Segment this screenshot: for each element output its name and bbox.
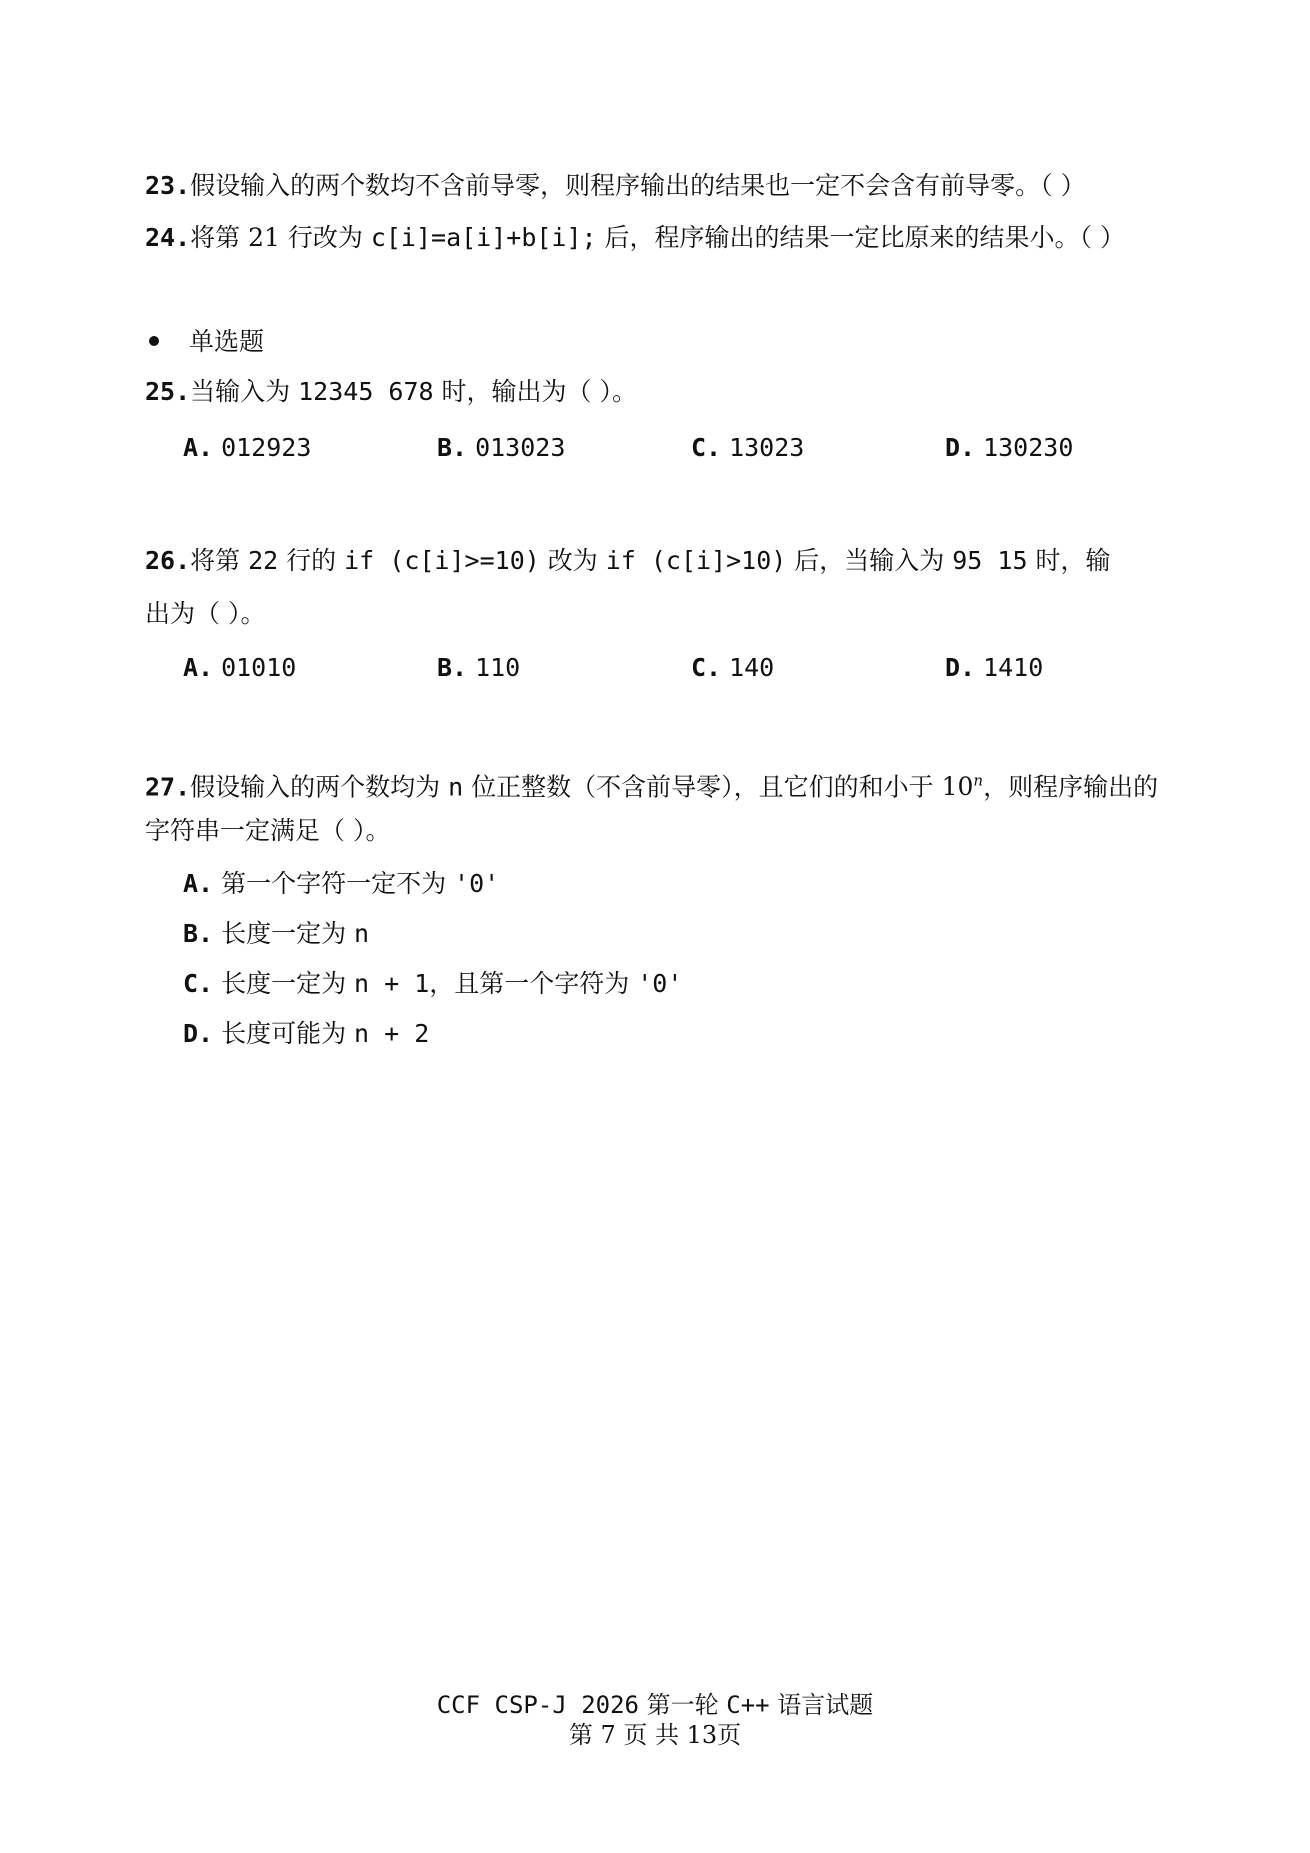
- option-letter: C.: [691, 653, 722, 682]
- footer-title: [0, 1690, 1310, 1720]
- question-number: 25.: [145, 377, 191, 406]
- footer-subject: 语言试题: [769, 1691, 874, 1719]
- footer-language: C++: [726, 1691, 770, 1719]
- bullet-icon: [149, 336, 159, 346]
- question-text: 后，当输入为: [786, 546, 953, 575]
- question-text: 改为: [539, 546, 606, 575]
- option-a: [183, 432, 311, 464]
- question-number: 23.: [145, 171, 191, 200]
- option-value: 140: [729, 653, 775, 682]
- input-value: 12345 678: [298, 377, 434, 406]
- option-b: [437, 652, 520, 684]
- option-c: [183, 968, 682, 1000]
- math-base: 10: [941, 772, 974, 802]
- question-text: 将第: [190, 546, 249, 575]
- option-c: [691, 652, 774, 684]
- option-value: 13023: [729, 433, 805, 462]
- option-code: '0': [454, 869, 500, 898]
- option-text: 第一个字符一定不为: [221, 869, 455, 898]
- option-letter: D.: [945, 433, 976, 462]
- option-text: 长度可能为: [221, 1019, 355, 1048]
- option-code: n + 2: [354, 1019, 430, 1048]
- question-text-post: 后，程序输出的结果一定比原来的结果小。（ ）: [596, 223, 1125, 252]
- section-label: 单选题: [189, 327, 265, 356]
- option-value: 1410: [983, 653, 1044, 682]
- question-27: [145, 765, 1158, 803]
- option-a: [183, 652, 296, 684]
- option-code: '0': [637, 969, 683, 998]
- option-value: 130230: [983, 433, 1074, 462]
- option-letter: D.: [183, 1019, 214, 1048]
- input-value: 95 15: [952, 546, 1028, 575]
- option-value: 013023: [475, 433, 566, 462]
- question-text-pre: 将第 21 行改为: [190, 223, 371, 252]
- question-text-pre: 当输入为: [190, 377, 299, 406]
- math-expression: [942, 772, 983, 801]
- question-text: 字符串一定满足（ ）。: [145, 816, 391, 845]
- line-number: 22: [248, 546, 279, 575]
- option-c: [691, 432, 804, 464]
- option-text: 长度一定为: [221, 919, 355, 948]
- question-text: 时，输: [1027, 546, 1111, 575]
- question-text: ，则程序输出的: [983, 772, 1159, 802]
- option-letter: C.: [691, 433, 722, 462]
- question-text: 行的: [278, 546, 345, 575]
- footer-round: 第一轮: [639, 1691, 727, 1719]
- question-text: 假设输入的两个数均为: [190, 772, 449, 802]
- option-text: 长度一定为: [221, 969, 355, 998]
- option-value: 110: [475, 653, 521, 682]
- option-letter: C.: [183, 969, 214, 998]
- question-25: [145, 376, 637, 408]
- option-letter: B.: [437, 653, 468, 682]
- code-snippet: if (c[i]>10): [605, 546, 787, 575]
- question-number: 27.: [145, 772, 191, 802]
- question-23: [145, 170, 1086, 202]
- option-letter: A.: [183, 869, 214, 898]
- option-d: [945, 432, 1073, 464]
- question-27-line2: [145, 815, 390, 847]
- math-exponent: n: [973, 772, 984, 790]
- option-value: 01010: [221, 653, 297, 682]
- option-b: [437, 432, 565, 464]
- code-snippet: if (c[i]>=10): [344, 546, 540, 575]
- option-d: [183, 1018, 429, 1050]
- option-letter: B.: [183, 919, 214, 948]
- option-text: ，且第一个字符为: [429, 969, 638, 998]
- option-d: [945, 652, 1043, 684]
- option-letter: B.: [437, 433, 468, 462]
- question-number: 26.: [145, 546, 191, 575]
- footer-exam-name: CCF CSP-J 2026: [436, 1691, 640, 1719]
- option-value: 012923: [221, 433, 312, 462]
- code-snippet: c[i]=a[i]+b[i];: [370, 223, 597, 252]
- option-letter: D.: [945, 653, 976, 682]
- option-b: [183, 918, 369, 950]
- option-code: n + 1: [354, 969, 430, 998]
- question-text: 假设输入的两个数均不含前导零，则程序输出的结果也一定不会含有前导零。（ ）: [190, 171, 1086, 200]
- question-text: 出为（ ）。: [145, 599, 266, 628]
- question-text-post: 时，输出为（ ）。: [433, 377, 637, 406]
- section-heading: [145, 326, 264, 358]
- option-a: [183, 868, 499, 900]
- question-26-line2: [145, 598, 265, 630]
- question-number: 24.: [145, 223, 191, 252]
- option-letter: A.: [183, 433, 214, 462]
- variable: n: [448, 772, 464, 802]
- question-24: [145, 222, 1125, 254]
- question-26: [145, 545, 1110, 577]
- question-text: 位正整数（不含前导零），且它们的和小于: [463, 772, 942, 802]
- option-code: n: [354, 919, 370, 948]
- option-letter: A.: [183, 653, 214, 682]
- page-number: 第 7 页 共 13页: [568, 1721, 742, 1749]
